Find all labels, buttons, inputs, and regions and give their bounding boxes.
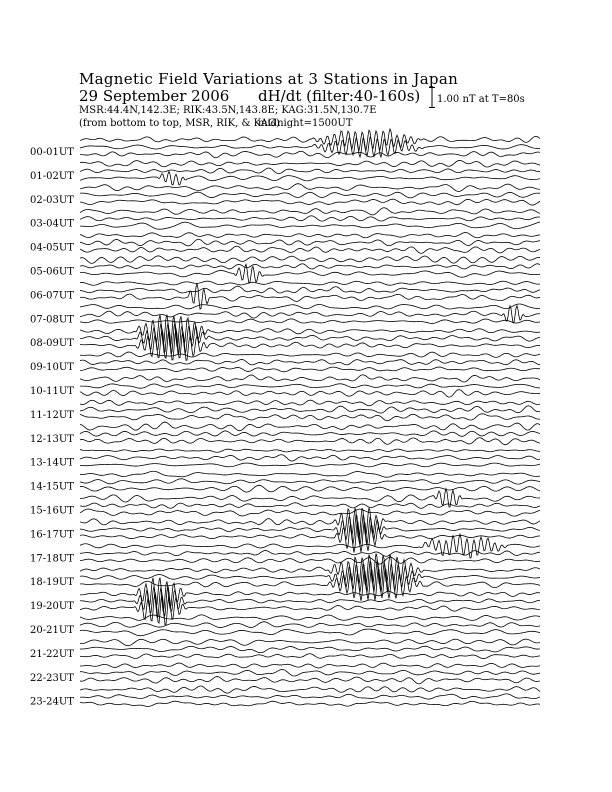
trace-msr-21-22ut — [80, 654, 540, 659]
scale-label: 1.00 nT at T=80s — [437, 94, 525, 105]
trace-msr-07-08ut — [80, 319, 540, 324]
trace-kag-10-11ut — [80, 375, 540, 382]
trace-kag-15-16ut — [80, 489, 540, 507]
trace-rik-01-02ut — [80, 168, 540, 174]
hour-label: 02-03UT — [30, 194, 74, 206]
trace-kag-02-03ut — [80, 184, 540, 192]
trace-kag-21-22ut — [80, 639, 540, 646]
trace-kag-03-04ut — [80, 208, 540, 215]
trace-rik-12-13ut — [80, 431, 540, 436]
trace-msr-16-17ut — [80, 522, 540, 552]
trace-kag-19-20ut — [80, 578, 540, 611]
trace-kag-13-14ut — [80, 449, 540, 452]
trace-msr-09-10ut — [80, 367, 540, 372]
trace-msr-10-11ut — [80, 390, 540, 398]
trace-rik-19-20ut — [80, 586, 540, 617]
trace-msr-12-13ut — [80, 438, 540, 445]
hour-label: 12-13UT — [30, 433, 74, 445]
trace-msr-03-04ut — [80, 222, 540, 229]
hour-label: 17-18UT — [30, 553, 74, 565]
trace-msr-20-21ut — [80, 629, 540, 636]
hour-label: 11-12UT — [30, 409, 74, 421]
hour-label: 13-14UT — [30, 457, 74, 469]
trace-msr-14-15ut — [80, 485, 540, 492]
hour-label: 10-11UT — [30, 386, 74, 397]
hour-label: 08-09UT — [30, 338, 74, 350]
hour-label: 01-02UT — [30, 170, 74, 182]
trace-rik-16-17ut — [80, 515, 540, 546]
hour-label: 04-05UT — [30, 242, 74, 254]
hour-label: 18-19UT — [30, 577, 74, 589]
trace-msr-06-07ut — [80, 283, 540, 309]
trace-rik-22-23ut — [80, 670, 540, 676]
trace-rik-20-21ut — [80, 622, 540, 628]
trace-kag-20-21ut — [80, 615, 540, 620]
trace-kag-01-02ut — [80, 160, 540, 167]
trace-rik-03-04ut — [80, 216, 540, 221]
hour-label: 23-24UT — [30, 696, 74, 708]
trace-rik-11-12ut — [80, 406, 540, 413]
trace-rik-21-22ut — [80, 646, 540, 652]
trace-kag-06-07ut — [80, 281, 540, 285]
hour-label: 20-21UT — [30, 625, 74, 636]
trace-kag-23-24ut — [80, 686, 540, 693]
trace-msr-19-20ut — [80, 592, 540, 624]
trace-rik-10-11ut — [80, 384, 540, 388]
trace-msr-23-24ut — [80, 701, 540, 706]
trace-kag-22-23ut — [80, 663, 540, 668]
trace-rik-18-19ut — [80, 561, 540, 593]
trace-rik-04-05ut — [80, 239, 540, 246]
station-coordinates: MSR:44.4N,142.3E; RIK:43.5N,143.8E; KAG:31.5N,130.7E — [79, 105, 377, 116]
station-order-note: (from bottom to top, MSR, RIK, & KAG) — [79, 118, 280, 129]
hour-label: 15-16UT — [30, 505, 74, 517]
trace-msr-18-19ut — [80, 568, 540, 601]
hour-label: 05-06UT — [30, 266, 74, 278]
hour-label: 09-10UT — [30, 362, 74, 374]
trace-msr-22-23ut — [80, 677, 540, 684]
trace-rik-15-16ut — [80, 503, 540, 509]
trace-rik-14-15ut — [80, 479, 540, 484]
trace-msr-11-12ut — [80, 414, 540, 421]
trace-kag-04-05ut — [80, 233, 540, 238]
trace-msr-02-03ut — [80, 199, 540, 205]
trace-kag-07-08ut — [80, 304, 540, 309]
chart-title: Magnetic Field Variations at 3 Stations in Japan — [79, 70, 459, 88]
trace-kag-14-15ut — [80, 471, 540, 477]
trace-kag-09-10ut — [80, 352, 540, 357]
trace-msr-05-06ut — [80, 264, 540, 283]
trace-kag-05-06ut — [80, 256, 540, 263]
trace-rik-13-14ut — [80, 455, 540, 461]
hour-label: 22-23UT — [30, 672, 74, 684]
hour-label: 19-20UT — [30, 601, 74, 613]
trace-rik-02-03ut — [80, 192, 540, 198]
hour-label: 07-08UT — [30, 314, 74, 326]
midnight-note: midnight=1500UT — [258, 118, 353, 129]
trace-kag-16-17ut — [80, 508, 540, 540]
chart-date: 29 September 2006 — [79, 87, 230, 105]
hour-label: 03-04UT — [30, 218, 74, 230]
trace-msr-01-02ut — [80, 172, 540, 185]
trace-kag-11-12ut — [80, 400, 540, 406]
hour-label: 00-01UT — [30, 147, 74, 158]
trace-rik-09-10ut — [80, 359, 540, 364]
hour-label: 16-17UT — [30, 529, 74, 541]
trace-msr-04-05ut — [80, 246, 540, 253]
hour-label: 14-15UT — [30, 481, 74, 493]
trace-kag-12-13ut — [80, 422, 540, 431]
trace-msr-13-14ut — [80, 463, 540, 467]
hour-label: 06-07UT — [30, 290, 74, 302]
trace-rik-23-24ut — [80, 694, 540, 699]
hour-label: 21-22UT — [30, 648, 74, 660]
trace-rik-06-07ut — [80, 286, 540, 293]
filter-label: dH/dt (filter:40-160s) — [258, 87, 421, 105]
trace-msr-00-01ut — [80, 151, 540, 157]
trace-msr-15-16ut — [80, 509, 540, 516]
trace-rik-05-06ut — [80, 264, 540, 269]
